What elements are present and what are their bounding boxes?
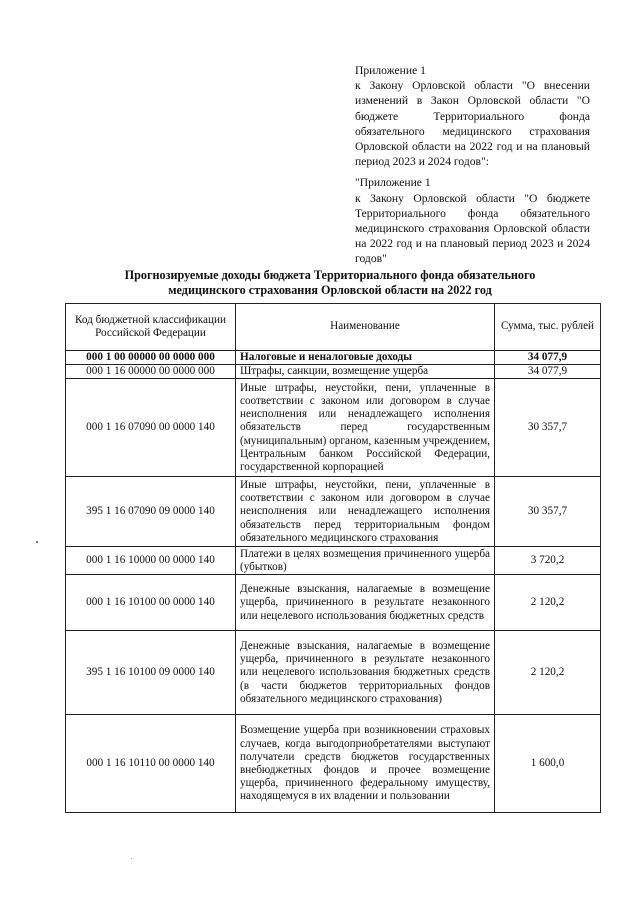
row-sum: 34 077,9 [495, 351, 601, 365]
row-sum: 34 077,9 [495, 365, 601, 379]
row-name: Налоговые и неналоговые доходы [236, 351, 495, 365]
row-code: 395 1 16 07090 09 0000 140 [66, 477, 236, 547]
row-name: Иные штрафы, неустойки, пени, уплаченные в соответствии с законом или договором в случае неисполнения или ненадлежащего исполнения обязательств перед территориальным фондом обязательного медицинского страхования [236, 477, 495, 547]
table-row [66, 379, 601, 477]
document-title: Прогнозируемые доходы бюджета Территориального фонда обязательного медицинского страхования Орловской области на 2022 год [124, 268, 536, 297]
row-name: Денежные взыскания, налагаемые в возмещение ущерба, причиненного в результате незаконного или нецелевого использования бюджетных средств [236, 575, 495, 631]
row-code: 000 1 16 10110 00 0000 140 [66, 715, 236, 813]
table-row [66, 575, 601, 631]
header-code: Код бюджетной классификации Российской Федерации [66, 304, 236, 351]
row-code: 395 1 16 10100 09 0000 140 [66, 631, 236, 715]
table-row [66, 715, 601, 813]
table-row [66, 631, 601, 715]
row-name: Платежи в целях возмещения причиненного ущерба (убытков) [236, 547, 495, 575]
row-code: 000 1 16 10000 00 0000 140 [66, 547, 236, 575]
row-name: Штрафы, санкции, возмещение ущерба [236, 365, 495, 379]
table-row [66, 365, 601, 379]
row-sum: 2 120,2 [495, 631, 601, 715]
table-row [66, 547, 601, 575]
table-header-row [66, 304, 601, 351]
row-name: Денежные взыскания, налагаемые в возмещение ущерба, причиненного в результате незаконного или нецелевого использования бюджетных средств (в части бюджетов территориальных фондов обязательного медицинского страхования) [236, 631, 495, 715]
header-sum: Сумма, тыс. рублей [495, 304, 601, 351]
row-name: Возмещение ущерба при возникновении страховых случаев, когда выгодоприобретателями выступают получатели средств бюджетов государственных внебюджетных фондов и прочее возмещение ущерба, причиненного федеральному имуществу, находящемуся в их владении и пользовании [236, 715, 495, 813]
header-name: Наименование [236, 304, 495, 351]
row-sum: 2 120,2 [495, 575, 601, 631]
table-row [66, 477, 601, 547]
row-sum: 3 720,2 [495, 547, 601, 575]
row-sum: 1 600,0 [495, 715, 601, 813]
row-code: 000 1 16 00000 00 0000 000 [66, 365, 236, 379]
scan-speck [131, 858, 132, 859]
scan-speck [36, 541, 38, 543]
row-code: 000 1 00 00000 00 0000 000 [66, 351, 236, 365]
row-code: 000 1 16 07090 00 0000 140 [66, 379, 236, 477]
appendix-original: "Приложение 1 к Закону Орловской области "О бюджете Территориального фонда обязательного медицинского страхования Орловской области на 2022 год и на плановый период 2023 и 2024 годов" [355, 176, 590, 266]
table-row [66, 351, 601, 365]
appendix-amendment: Приложение 1 к Закону Орловской области "О внесении изменений в Закон Орловской области "О бюджете Территориального фонда обязательного медицинского страхования Орловской области на 2022 год и на плановый период 2023 и 2024 годов": [355, 64, 590, 169]
row-sum: 30 357,7 [495, 477, 601, 547]
row-sum: 30 357,7 [495, 379, 601, 477]
row-name: Иные штрафы, неустойки, пени, уплаченные в соответствии с законом или договором в случае неисполнения или ненадлежащего исполнения обязательств перед государственным (муниципальным) органом, казенным учреждением, Центральным банком Российской Федерации, государственной корпорацией [236, 379, 495, 477]
revenue-table [65, 303, 601, 813]
row-code: 000 1 16 10100 00 0000 140 [66, 575, 236, 631]
appendix-header [355, 63, 590, 267]
